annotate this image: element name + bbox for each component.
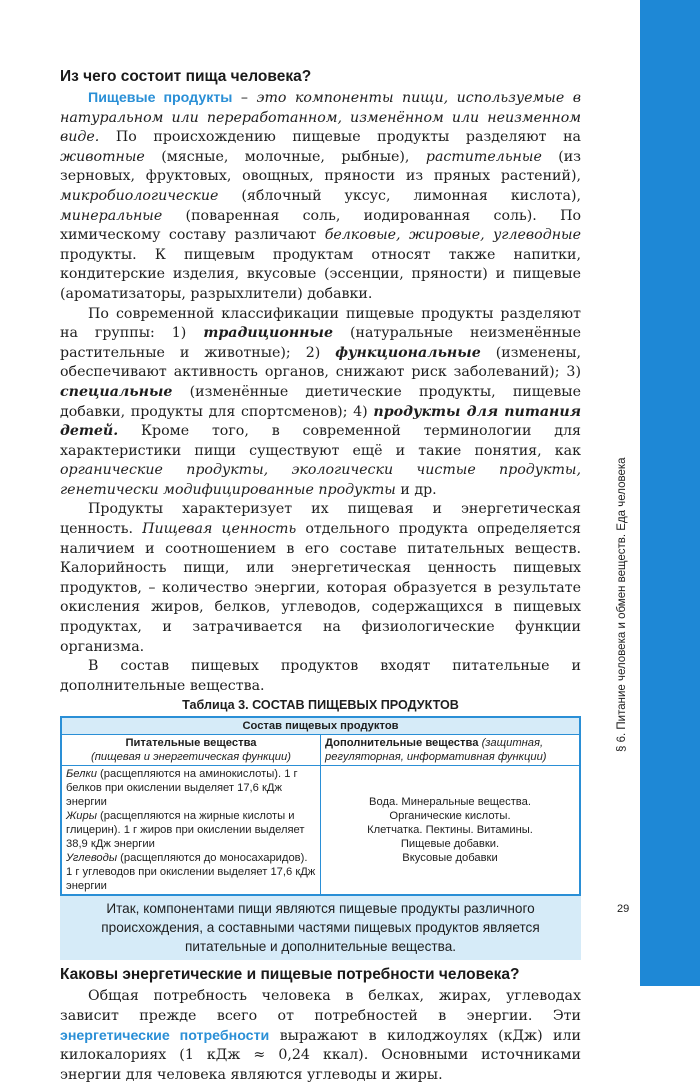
text: (натуральные неизменённые растительные и животные); 2) [60,325,581,361]
text: продукты. К пищевым продуктам относят также напитки, кондитерские изделия, вкусовые (эссенции, пряности) и пищевые (ароматизаторы, разрыхлители) добавки. [60,246,581,302]
nutrient-name: Белки [66,768,97,781]
italic-term: микробиологические [60,187,219,204]
paragraph-food-products [60,89,581,305]
table-caption: Состав пищевых продуктов [61,717,580,735]
text: (изменены, обеспечивают активность органов, снижают риск заболеваний); 3) [60,344,581,381]
table-title: Таблица 3. СОСТАВ ПИЩЕВЫХ ПРОДУКТОВ [182,698,459,713]
nutrient-fats [66,809,316,851]
text: Общая потребность человека в белках, жирах, углеводах зависит прежде всего от потребностей в энергии. Эти [60,988,581,1024]
nutrient-carbs [66,851,316,893]
definition: это компоненты пищи, используемые в натуральном или переработанном, изменённом или неизменном виде. [60,90,581,146]
paragraph-substances: В состав пищевых продуктов входят питательные и дополнительные вещества. [60,658,581,694]
nutrient-name: Углеводы [66,852,118,865]
section-title-composition: Из чего состоит пища человека? [60,68,312,85]
additional-item: Вкусовые добавки [402,852,498,865]
table-body-row [61,766,580,896]
additional-item: Вода. Минеральные вещества. [369,796,531,809]
bold-italic-term: специальные [60,383,173,400]
text: отдельного продукта определяется наличием и соотношением в его составе питательных веществ. Калорийность пищи, или энергетическая ценность пищевых продуктов, – количество энергии, которая образуется в результате окисления жиров, белков, углеводов, содержащихся в пищевых продуктах, и затрачивается на физиологические функции организма. [60,521,581,655]
text: Кроме того, в современной терминологии для характеристики пищи существуют ещё и такие понятия, как [60,423,581,459]
additional-item: Клетчатка. Пектины. Витамины. [367,824,533,837]
text: – [232,90,257,106]
italic-term: Пищевая ценность [142,521,297,538]
col-nutrients-title: Питательные вещества [125,737,257,750]
additional-item: Органические кислоты. [389,810,511,823]
additional-item: Пищевые добавки. [400,838,500,851]
text: (мясные, молочные, рыбные), [144,148,426,165]
nutrient-proteins [66,767,316,809]
running-head: § 6. Питание человека и обмен веществ. Еда человека [616,457,628,752]
col-additional-head [321,735,581,766]
bold-italic-term: традиционные [203,325,333,342]
italic-term: органические продукты, экологически чистые продукты, генетически модифицированные продукты [60,462,581,498]
text: Продукты характеризует их пищевая и энергетическая ценность. [60,501,581,538]
section-title-needs: Каковы энергетические и пищевые потребности человека? [60,966,520,984]
text: (из зерновых, фруктовых, овощных, пряности из пряных растений), [60,148,581,185]
nutrient-text: (расщепляются на аминокислоты). 1 г белков при окислении выделяет 17,6 кДж энергии [66,768,298,809]
text: (изменённые диетические продукты, пищевые добавки, продукты для спортсменов); 4) [60,383,581,420]
term-energy-needs: энергетические потребности [60,1027,270,1044]
cell-additional [321,766,581,896]
italic-term: растительные [425,148,542,165]
italic-term: белковые, жировые, углеводные [324,227,581,244]
col-additional-note: (защитная, регуляторная, информативная функции) [325,737,547,764]
text: По происхождению пищевые продукты разделяют на [99,129,581,146]
paragraph-nutritional-value [60,500,581,657]
cell-nutrients [61,766,321,896]
paragraph-energy-needs [60,987,581,1085]
text: По современной классификации пищевые продукты разделяют на группы: 1) [60,305,581,342]
bold-italic-term: функциональные [335,344,481,361]
text: выражают в килоджоулях (кДж) или килокалориях (1 кДж ≈ 0,24 ккал). Основными источниками энергии для человека являются углеводы и жиры. [60,1027,581,1083]
term-food-products: Пищевые продукты [88,90,233,106]
text: (поваренная соль, иодированная соль). По химическому составу различают [60,207,581,244]
text: (яблочный уксус, лимонная кислота), [218,187,581,204]
nutrient-text: (расщепляются до моносахаридов). 1 г углеводов при окислении выделяет 17,6 кДж энергии [66,852,316,893]
summary-box: Итак, компонентами пищи являются пищевые продукты различного происхождения, а составными частями пищевых продуктов является питательные и дополнительные вещества. [60,896,581,960]
composition-table [60,716,581,896]
bold-italic-term: продукты для питания детей. [60,403,581,440]
paragraph-classification [60,305,581,501]
col-additional-title: Дополнительные вещества [325,737,479,750]
col-nutrients-head [61,735,321,766]
italic-term: животные [60,148,145,165]
text: и др. [395,481,437,498]
nutrient-text: (расщепляются на жирные кислоты и глицерин). 1 г жиров при окислении выделяет 38,9 кДж энергии [66,810,305,851]
table-caption-row [61,717,580,735]
italic-term: минеральные [60,207,163,224]
table-header-row [61,735,580,766]
col-nutrients-note: (пищевая и энергетическая функции) [91,751,291,764]
side-stripe [640,0,700,986]
page-content [60,66,581,1085]
nutrient-name: Жиры [66,810,97,823]
page-number: 29 [617,903,630,915]
